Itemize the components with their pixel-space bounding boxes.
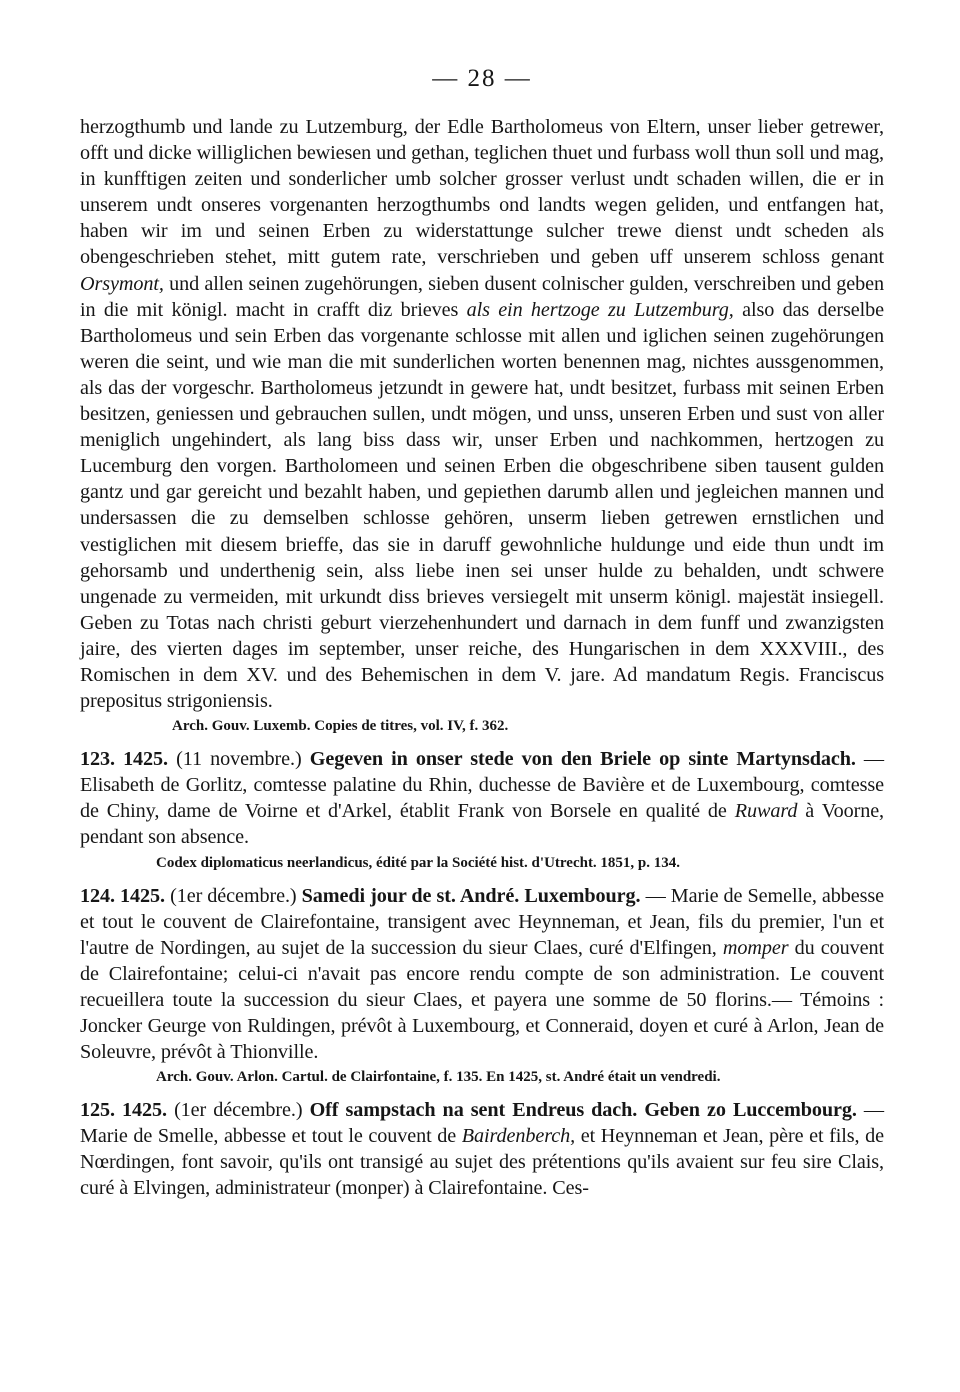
entry-incipit: Samedi jour de st. André. Luxembourg. — [301, 884, 641, 907]
entry-number: 124. — [80, 884, 115, 907]
entry-italic-term: Ruward — [734, 800, 798, 823]
source-citation: Arch. Gouv. Luxemb. Copies de titres, vol. IV, f. 362. — [172, 718, 509, 735]
entry-text: — Marie de Semelle, abbesse et tout le couvent de Clairefontaine, transigent avec Heynneman, et Jean, fils du premier, l'un et l'autre de Nordingen, au sujet de la succession du sieur Claes, curé d'Elfingen, — [80, 884, 884, 959]
page-number: — 28 — — [432, 65, 532, 92]
entry-year: 1425. — [120, 884, 165, 907]
entry-date: (1er décembre.) — [174, 1099, 303, 1122]
entry-124 — [80, 883, 884, 1066]
entry-year: 1425. — [123, 748, 168, 771]
entry-text-end: à Voorne, pendant son absence. — [80, 800, 885, 849]
entry-text: — Elisabeth de Gorlitz, comtesse palatine du Rhin, duchesse de Bavière et de Luxembourg, comtesse de Chiny, dame de Voirne et d'Arkel, établit Frank von Borsele en qualité de — [80, 748, 884, 823]
entry-123 — [80, 746, 884, 850]
entry-date: (11 novembre.) — [176, 748, 302, 771]
entry-text-end: du couvent de Clairefontaine; celui-ci n'avait pas encore rendu compte de son administration. Le couvent recueillera toute la succession du sieur Claes, et payera une somme de 50 florins.— Témoins : Joncker Geurge von Ruldingen, prévôt à Luxembourg, et Conneraid, doyen et curé à Arlon, Jean de Soleuvre, prévôt à Thionville. — [80, 936, 884, 1064]
charter-text-part1: herzogthumb und lande zu Lutzemburg, der Edle Bartholomeus von Eltern, unser lieber getrewer, offt und dicke williglichen bewiesen und gethan, teglichen thuet und furbass woll thun soll und mag, in kunfftigen zeiten und sonderlicher umb solcher grosser verlust undt schaden willen, die er in unserem undt onseres vorgenanten herzogthumbs ond landts wegen geliden, und entfangen hat, haben wir im und seinen Erben zu widerstattunge sulcher trewe dienst undt scheden als obengeschrieben stehet, mitt gutem rate, verschrieben und geben uff unserem schloss genant — [80, 116, 884, 269]
source-citation: Arch. Gouv. Arlon. Cartul. de Clairfontaine, f. 135. En 1425, st. André était un vendredi. — [156, 1069, 721, 1086]
source-citation: Codex diplomaticus neerlandicus, édité par la Société hist. d'Utrecht. 1851, p. 134. — [156, 854, 681, 871]
charter-text-part3: also das derselbe Bartholomeus und sein Erben das vorgenante schlosse mit allen und iglichen seinen zugehörungen weren die seint, und wie man die mit sunderlichen worten benennen mag, nichtes aussgenommen, als das der vorgeschr. Bartholomeus jetzundt in gewere hat, undt besitzet, furbass mit seinen Erben besitzen, geniessen und gebrauchen sullen, undt mögen, und unss, unseren Erben und sust von aller meniglich ungehindert, als lang biss dass wir, unser Erben und nachkommen, hertzogen zu Lucemburg den vorgen. Bartholomeen und seinen Erben die obgeschribene siben tausent gulden gantz und gar gereicht und bezahlt haben, und gepiethen darumb allen und jegleichen mannen und undersassen die zu demselben schlosse gehören, unserm lieben getrewen ernstlichen und vestiglichen mit diesem brieffe, das sie in daruff gewohnliche huldunge und eide thun undt im gehorsamb und underthenig sein, alss liebe inen sei unser hulde zu behalden, undt schwere ungenade zu vermeiden, mit urkundt diss brieves versiegelt mit unserm königl. majestät insiegell. Geben zu Totas nach christi geburt vierzehenhundert und darnach in dem funff und zwanzigsten jaire, des vierten dages im september, unser reiche, des Hungarischen in dem XXXVIII., des Romischen in dem XV. und des Behemischen in dem V. jare. Ad mandatum Regis. Franciscus prepositus strigoniensis. — [80, 298, 884, 713]
charter-italic-phrase: als ein hertzoge zu Lutzemburg, — [466, 298, 734, 321]
entry-italic-term: Bairdenberch, — [461, 1125, 576, 1148]
entry-125 — [80, 1097, 884, 1201]
entry-year: 1425. — [122, 1099, 167, 1122]
place-name-orsymont: Orsymont, — [80, 272, 164, 295]
entry-number: 125. — [80, 1099, 115, 1122]
entry-text-end: et Heynneman et Jean, père et fils, de Nœrdingen, font savoir, qu'ils ont transigé au sujet des prétentions qu'ils avaient sur feu sire Clais, curé à Elvingen, administrateur (monper) à Clairefontaine. Ces- — [80, 1125, 885, 1200]
entry-text: — Marie de Smelle, abbesse et tout le couvent de — [80, 1099, 884, 1148]
entry-number: 123. — [80, 748, 115, 771]
entry-incipit: Off sampstach na sent Endreus dach. Geben zo Luccembourg. — [309, 1099, 857, 1122]
entry-italic-term: momper — [722, 936, 789, 959]
charter-continuation — [80, 114, 884, 714]
entry-date: (1er décembre.) — [170, 884, 297, 907]
charter-text-part2: und allen seinen zugehörungen, sieben dusent colnischer gulden, verschreiben und geben in die mit königl. macht in crafft diz brieves — [80, 272, 884, 321]
entry-incipit: Gegeven in onser stede von den Briele op sinte Martynsdach. — [309, 748, 856, 771]
